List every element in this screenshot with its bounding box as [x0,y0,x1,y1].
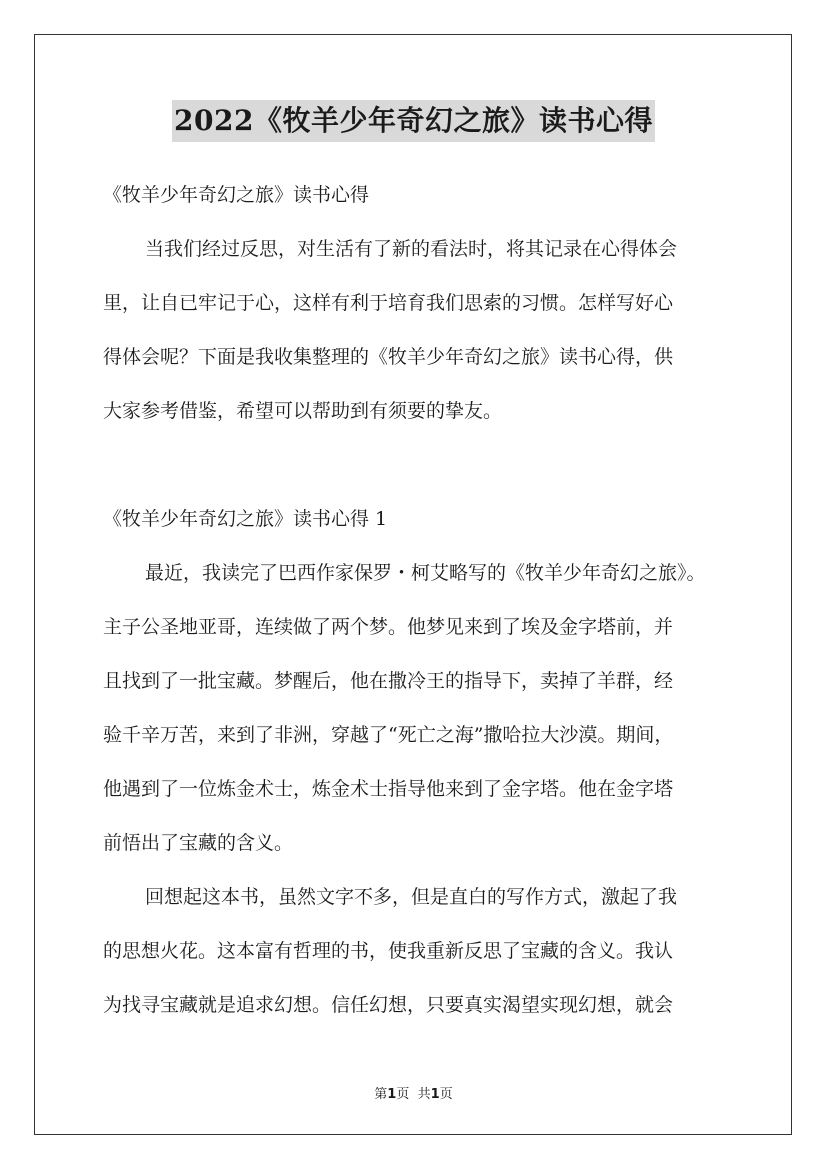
paragraph-line: 且找到了一批宝藏。梦醒后，他在撒冷王的指导下，卖掉了羊群，经 [103,670,674,692]
paragraph-line: 为找寻宝藏就是追求幻想。信任幻想，只要真实渴望实现幻想，就会 [103,994,674,1016]
paragraph-line: 主子公圣地亚哥，连续做了两个梦。他梦见来到了埃及金字塔前，并 [103,616,674,638]
subtitle: 《牧羊少年奇幻之旅》读书心得 [103,184,370,206]
intro-line: 当我们经过反思，对生活有了新的看法时，将其记录在心得体会 [145,238,678,260]
total-suffix: 页 [439,1087,453,1102]
paragraph-line: 回想起这本书，虽然文字不多，但是直白的写作方式，激起了我 [145,886,678,908]
total-prefix: 共 [417,1087,431,1102]
total-pages: 1 [430,1087,440,1102]
paragraph-line: 的思想火花。这本富有哲理的书，使我重新反思了宝藏的含义。我认 [103,940,674,962]
intro-line: 大家参考借鉴，希望可以帮助到有须要的挚友。 [103,400,503,422]
title-container [0,100,827,142]
intro-line: 得体会呢？下面是我收集整理的《牧羊少年奇幻之旅》读书心得，供 [103,346,674,368]
document-title: 2022《牧羊少年奇幻之旅》读书心得 [172,100,655,142]
page-suffix: 页 [396,1087,410,1102]
page-prefix: 第 [374,1087,388,1102]
section-heading: 《牧羊少年奇幻之旅》读书心得 1 [103,508,388,530]
intro-line: 里，让自已牢记于心，这样有利于培育我们思索的习惯。怎样写好心 [103,292,674,314]
paragraph-line: 他遇到了一位炼金术士，炼金术士指导他来到了金字塔。他在金字塔 [103,778,674,800]
page-number: 1 [387,1087,397,1102]
paragraph-line: 验千辛万苦，来到了非洲，穿越了“死亡之海”撒哈拉大沙漠。期间， [103,724,674,746]
page-footer [0,1083,827,1102]
paragraph-line: 最近，我读完了巴西作家保罗・柯艾略写的《牧羊少年奇幻之旅》。 [145,562,706,584]
paragraph-line: 前悟出了宝藏的含义。 [103,832,294,854]
